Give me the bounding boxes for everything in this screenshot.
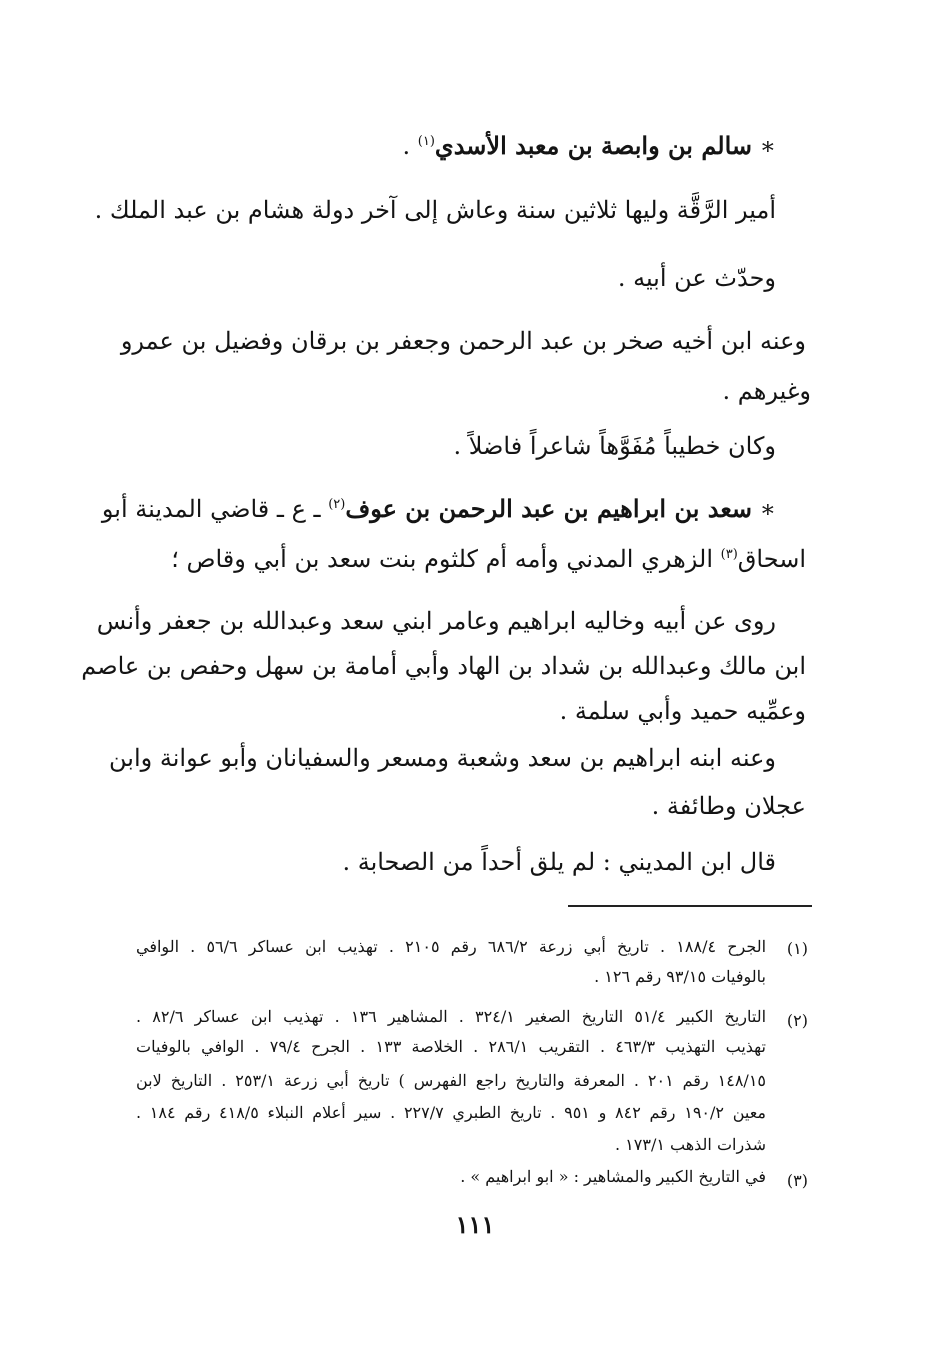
footnote-number: (١): [786, 939, 808, 958]
footnote-number: (٢): [786, 1011, 808, 1030]
entry-heading-cont: [171, 543, 806, 575]
footnote-line: تهذيب التهذيب ٤٦٣/٣ . التقريب ٢٨٦/١ . الخلاصة ١٣٣ . الجرح ٧٩/٤ . الوافي بالوفيات: [136, 1037, 767, 1056]
footnote-ref: (٢): [328, 497, 346, 512]
footnote-divider: [568, 905, 812, 907]
body-line: وعمِّيه حميد وأبي سلمة .: [559, 697, 806, 725]
body-line: أمير الرَّقَّة وليها ثلاثين سنة وعاش إلى آخر دولة هشام بن عبد الملك .: [94, 196, 776, 224]
entry-marker: ∗: [752, 132, 776, 160]
footnote-line: بالوفيات ٩٣/١٥ رقم ١٢٦ .: [594, 967, 766, 986]
body-line: وعنه ابن أخيه صخر بن عبد الرحمن وجعفر بن برقان وفضيل بن عمرو: [120, 327, 806, 355]
body-line: روى عن أبيه وخاليه ابراهيم وعامر ابني سعد وعبدالله بن جعفر وأنس: [96, 607, 776, 635]
entry-name: سالم بن وابصة بن معبد الأسدي: [434, 131, 753, 160]
entry-heading: [403, 130, 777, 162]
body-line: وكان خطيباً مُفَوَّهاً شاعراً فاضلاً .: [453, 432, 776, 460]
footnote-number: (٣): [786, 1171, 808, 1190]
body-line: وعنه ابنه ابراهيم بن سعد وشعبة ومسعر والسفيانان وأبو عوانة وابن: [109, 744, 776, 772]
heading-tail: .: [402, 132, 411, 160]
footnote-line: التاريخ الكبير ٥١/٤ التاريخ الصغير ٣٢٤/١ . المشاهير ١٣٦ . تهذيب ابن عساكر ٨٢/٦ .: [136, 1007, 767, 1026]
body-line: قال ابن المديني : لم يلق أحداً من الصحابة .: [342, 848, 776, 876]
footnote-ref: (٣): [720, 547, 738, 562]
footnote-line: ١٤٨/١٥ رقم ٢٠١ . المعرفة والتاريخ راجع الفهرس ) تاريخ أبي زرعة ٢٥٣/١ . التاريخ لابن: [136, 1071, 766, 1090]
body-line: وغيرهم .: [722, 377, 811, 405]
footnote-line: شذرات الذهب ١٧٣/١ .: [614, 1135, 766, 1154]
heading-tail: ـ ع ـ قاضي المدينة أبو: [101, 495, 321, 523]
heading-kunya: اسحاق: [737, 545, 806, 573]
footnote-line: الجرح ١٨٨/٤ . تاريخ أبي زرعة ٦٨٦/٢ رقم ٢١٠٥ . تهذيب ابن عساكر ٥٦/٦ . الوافي: [136, 937, 767, 956]
body-line: وحدّث عن أبيه .: [617, 264, 776, 292]
body-line: عجلان وطائفة .: [651, 792, 806, 820]
footnote-line: معين ١٩٠/٢ رقم ٨٤٢ و ٩٥١ . تاريخ الطبري ٢٢٧/٧ . سير أعلام النبلاء ٤١٨/٥ رقم ١٨٤ .: [136, 1103, 767, 1122]
entry-name: سعد بن ابراهيم بن عبد الرحمن بن عوف: [345, 494, 753, 523]
heading-cont-text: الزهري المدني وأمه أم كلثوم بنت سعد بن أبي وقاص ؛: [171, 545, 714, 573]
body-line: ابن مالك وعبدالله بن شداد بن الهاد وأبي أمامة بن سهل وحفص بن عاصم: [81, 652, 806, 680]
page-number: ١١١: [455, 1210, 495, 1239]
footnote-line: في التاريخ الكبير والمشاهير : « ابو ابراهيم » .: [460, 1167, 766, 1186]
entry-marker: ∗: [752, 495, 776, 523]
footnote-ref: (١): [417, 134, 435, 149]
entry-heading: [101, 493, 776, 525]
